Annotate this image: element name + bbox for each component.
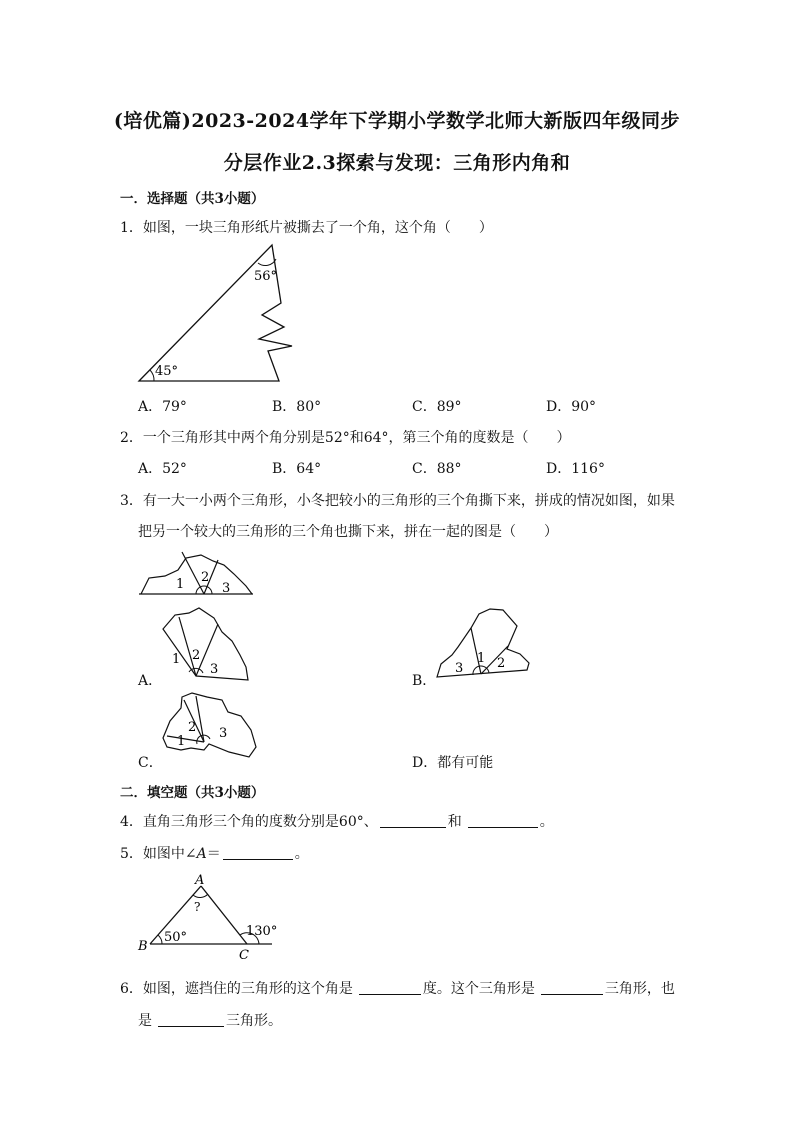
q3-ref-label-2: 2 — [201, 570, 210, 585]
q3-option-d[interactable]: D．都有可能 — [412, 755, 494, 771]
q4-prefix: 4．直角三角形三个角的度数分别是60°、 — [120, 814, 378, 830]
q3-option-a[interactable]: A． — [138, 673, 163, 689]
q4-mid: 和 — [447, 814, 462, 830]
q5-eq: ＝ — [206, 846, 221, 862]
q5-label-a: A — [195, 873, 205, 888]
document-title-line1: (培优篇)2023-2024学年下学期小学数学北师大新版四年级同步 — [113, 110, 681, 132]
q1-option-d[interactable]: D．90° — [546, 399, 597, 415]
q2-option-d[interactable]: D．116° — [546, 461, 605, 477]
q5-label-c: C — [239, 948, 249, 963]
q2-option-c[interactable]: C．88° — [412, 461, 462, 477]
q5-angle-b: 50° — [164, 930, 188, 945]
q6-line2-prefix: 是 — [138, 1013, 152, 1029]
question-1-angle-left: 45° — [155, 364, 179, 379]
q3-ref-label-1: 1 — [176, 577, 185, 592]
q3-a-label-3: 3 — [210, 662, 219, 677]
document-title-line2: 分层作业2.3探索与发现：三角形内角和 — [223, 152, 571, 174]
question-6-line1 — [120, 978, 675, 998]
q2-option-a[interactable]: A．52° — [138, 461, 187, 477]
q4-suffix: 。 — [539, 814, 554, 830]
q3-b-label-2: 2 — [497, 656, 506, 671]
q6-answer-blank-2[interactable] — [541, 980, 603, 995]
q5-suffix: 。 — [294, 846, 309, 862]
q5-variable: A — [196, 846, 207, 862]
q5-prefix: 5．如图中∠ — [120, 846, 197, 862]
q3-b-label-1: 1 — [477, 651, 486, 666]
q3-option-b[interactable]: B． — [412, 673, 437, 689]
q3-a-label-2: 2 — [192, 648, 201, 663]
question-1-angle-top: 56° — [254, 269, 278, 284]
q1-option-b[interactable]: B．80° — [272, 399, 322, 415]
q5-label-q: ? — [194, 900, 201, 914]
question-2-text: 2．一个三角形其中两个角分别是52°和64°，第三个角的度数是（ ） — [120, 430, 571, 446]
question-1-text: 1．如图，一块三角形纸片被撕去了一个角，这个角（ ） — [120, 220, 493, 236]
q6-answer-blank-1[interactable] — [359, 980, 421, 995]
section-heading-fill-in: 二．填空题（共3小题） — [120, 785, 265, 801]
q3-c-label-3: 3 — [219, 726, 228, 741]
q3-a-label-1: 1 — [172, 652, 181, 667]
question-3-text-line1: 3．有一大一小两个三角形，小冬把较小的三角形的三个角撕下来，拼成的情况如图，如果 — [120, 493, 675, 509]
q2-option-b[interactable]: B．64° — [272, 461, 322, 477]
q3-option-c[interactable]: C． — [138, 755, 163, 771]
q3-c-label-1: 1 — [177, 734, 186, 749]
question-3-text-line2: 把另一个较大的三角形的三个角也撕下来，拼在一起的图是（ ） — [138, 524, 558, 540]
q5-label-b: B — [138, 939, 148, 954]
section-heading-choice: 一．选择题（共3小题） — [120, 191, 265, 207]
q3-ref-label-3: 3 — [222, 581, 231, 596]
q6-answer-blank-3[interactable] — [158, 1012, 224, 1027]
q5-angle-ext: 130° — [246, 924, 278, 939]
q3-c-label-2: 2 — [188, 720, 197, 735]
question-6-line2 — [138, 1010, 282, 1030]
q6-deg: 度。这个三角形是 — [422, 981, 535, 997]
q1-option-c[interactable]: C．89° — [412, 399, 462, 415]
q6-prefix: 6．如图，遮挡住的三角形的这个角是 — [120, 981, 353, 997]
q6-line2-suffix: 三角形。 — [226, 1013, 282, 1029]
q1-option-a[interactable]: A．79° — [138, 399, 187, 415]
q3-b-label-3: 3 — [455, 661, 464, 676]
q6-tri: 三角形，也 — [604, 981, 675, 997]
